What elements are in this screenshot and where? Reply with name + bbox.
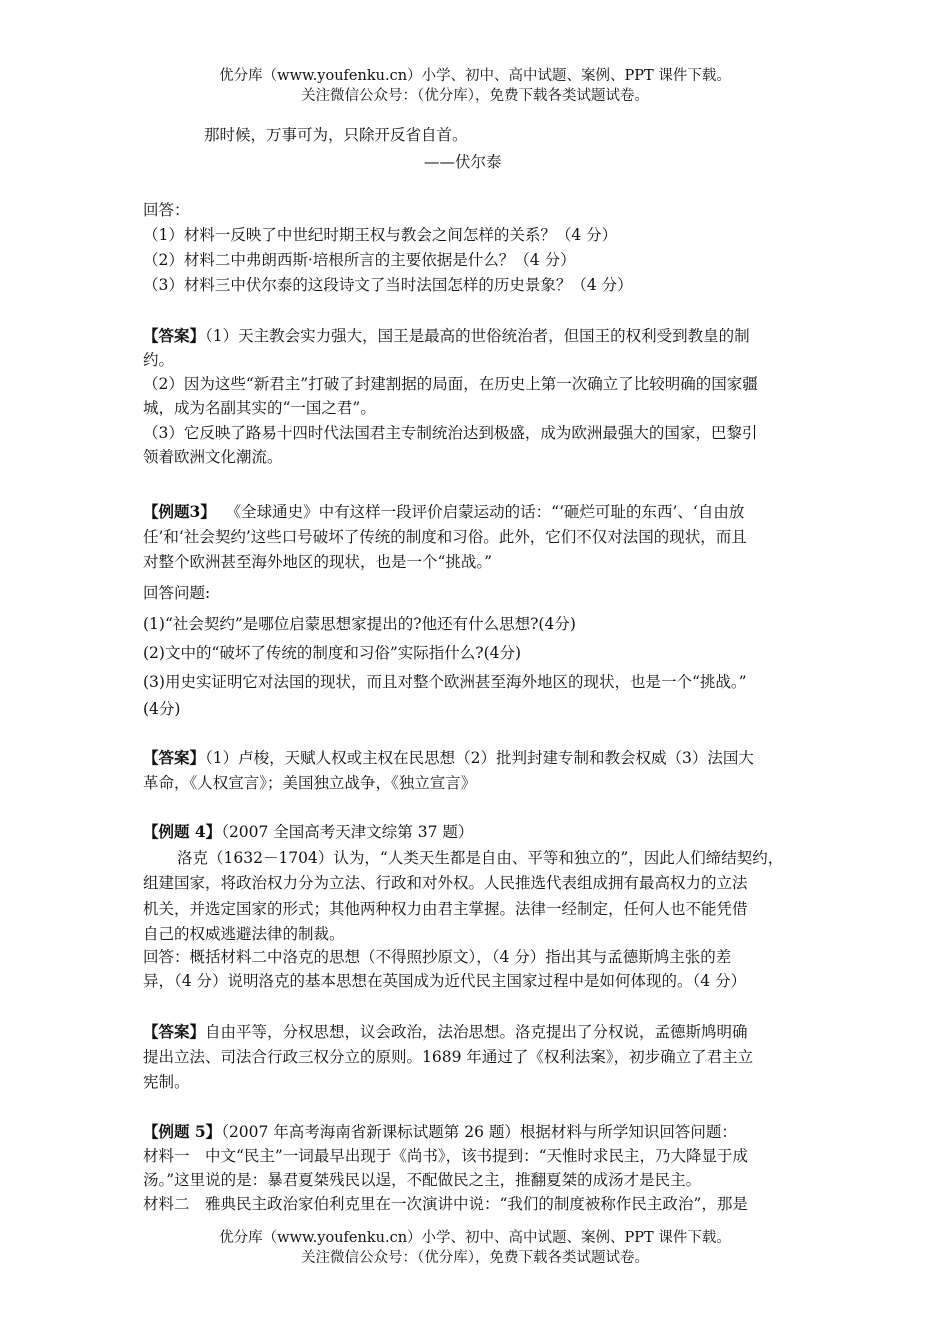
ex4-answer-line-1: 【答案】自由平等，分权思想，议会政治，法治思想。洛克提出了分权说，孟德斯鸠明确 bbox=[143, 1022, 748, 1041]
q2-answer-line-3: （2）因为这些“新君主”打破了封建割据的局面，在历史上第一次确立了比较明确的国家疆 bbox=[143, 375, 758, 393]
page-footer bbox=[0, 1228, 950, 1268]
q2-answer-line-4: 城，成为名副其实的“一国之君”。 bbox=[143, 399, 376, 417]
header-line-1: 优分库（www.youfenku.cn）小学、初中、高中试题、案例、PPT 课件下载。 bbox=[219, 68, 731, 84]
quote-text: 那时候，万事可为，只除开反省自首。 bbox=[204, 126, 468, 144]
footer-line-2: 关注微信公众号：（优分库），免费下载各类试题试卷。 bbox=[301, 1250, 649, 1266]
answer-label: 【答案】 bbox=[143, 748, 206, 767]
q2-question-2: （2）材料二中弗朗西斯·培根所言的主要依据是什么？（4 分） bbox=[143, 251, 576, 269]
example-label: 【例题 4】 bbox=[143, 822, 222, 841]
ex5-heading: 【例题 5】（2007 年高考海南省新课标试题第 26 题）根据材料与所学知识回答问题： bbox=[143, 1122, 737, 1141]
q2-answer-line-6: 领着欧洲文化潮流。 bbox=[143, 448, 283, 466]
ex4-answer-line-2: 提出立法、司法合行政三权分立的原则。1689 年通过了《权利法案》，初步确立了君主立 bbox=[143, 1048, 754, 1066]
ex3-question-1: (1)“社会契约”是哪位启蒙思想家提出的?他还有什么思想?(4分) bbox=[143, 615, 576, 633]
ex3-intro-line-3: 对整个欧洲甚至海外地区的现状，也是一个“挑战。” bbox=[143, 553, 493, 571]
header-line-2: 关注微信公众号：（优分库），免费下载各类试题试卷。 bbox=[301, 88, 649, 104]
ex3-question-2: (2)文中的“破坏了传统的制度和习俗”实际指什么?(4分) bbox=[143, 644, 522, 662]
answer-label: 【答案】 bbox=[143, 326, 206, 345]
q2-answer-line-2: 约。 bbox=[143, 351, 175, 369]
ex5-material-line-1: 材料一 中文“民主”一词最早出现于《尚书》，该书提到：“天惟时求民主，乃大降显于成 bbox=[143, 1147, 749, 1165]
ex3-question-3-cont: (4分) bbox=[143, 700, 181, 718]
ex3-answer-line-1: 【答案】（1）卢梭，天赋人权或主权在民思想（2）批判封建专制和教会权威（3）法国大 bbox=[143, 748, 754, 767]
answer-label: 【答案】 bbox=[143, 1022, 206, 1041]
ex4-material-line-4: 自己的权威逃避法律的制裁。 bbox=[143, 925, 345, 943]
ex3-question-3: (3)用史实证明它对法国的现状，而且对整个欧洲甚至海外地区的现状，也是一个“挑战。” bbox=[143, 673, 747, 691]
ex4-material-line-2: 组建国家，将政治权力分为立法、行政和对外权。人民推选代表组成拥有最高权力的立法 bbox=[143, 874, 748, 892]
ex4-question-line-1: 回答：概括材料二中洛克的思想（不得照抄原文），（4 分）指出其与孟德斯鸠主张的差 bbox=[143, 948, 732, 966]
example-label: 【例题 5】 bbox=[143, 1122, 222, 1141]
q2-prompt: 回答： bbox=[143, 201, 190, 219]
footer-line-1: 优分库（www.youfenku.cn）小学、初中、高中试题、案例、PPT 课件下载。 bbox=[219, 1230, 731, 1246]
ex4-question-line-2: 异，（4 分）说明洛克的基本思想在英国成为近代民主国家过程中是如何体现的。（4 分） bbox=[143, 972, 747, 990]
ex4-material-line-1: 洛克（1632－1704）认为，“人类天生都是自由、平等和独立的”，因此人们缔结契约， bbox=[177, 849, 784, 867]
page-header bbox=[0, 66, 950, 106]
q2-question-1: （1）材料一反映了中世纪时期王权与教会之间怎样的关系？（4 分） bbox=[143, 226, 618, 244]
q2-question-3: （3）材料三中伏尔泰的这段诗文了当时法国怎样的历史景象？（4 分） bbox=[143, 276, 633, 294]
quote-attribution: ——伏尔泰 bbox=[424, 153, 502, 171]
ex5-material-line-3: 材料二 雅典民主政治家伯利克里在一次演讲中说：“我们的制度被称作民主政治”，那是 bbox=[143, 1195, 748, 1213]
example-label: 【例题3】 bbox=[143, 502, 216, 521]
q2-answer-line-5: （3）它反映了路易十四时代法国君主专制统治达到极盛，成为欧洲最强大的国家，巴黎引 bbox=[143, 424, 758, 442]
ex4-material-line-3: 机关，并选定国家的形式；其他两种权力由君主掌握。法律一经制定，任何人也不能凭借 bbox=[143, 900, 748, 918]
ex3-prompt: 回答问题: bbox=[143, 584, 211, 602]
ex3-intro-line-1: 【例题3】 《全球通史》中有这样一段评价启蒙运动的话：“‘砸烂可耻的东西’、‘自由放 bbox=[143, 502, 745, 521]
ex3-answer-line-2: 革命，《人权宣言》；美国独立战争，《独立宣言》 bbox=[143, 774, 477, 792]
q2-answer-line-1: 【答案】（1）天主教会实力强大，国王是最高的世俗统治者，但国王的权利受到教皇的制 bbox=[143, 326, 750, 345]
ex3-intro-line-2: 任’和‘社会契约’这些口号破坏了传统的制度和习俗。此外，它们不仅对法国的现状，而且 bbox=[143, 528, 747, 546]
ex4-answer-line-3: 宪制。 bbox=[143, 1073, 190, 1091]
ex4-heading: 【例题 4】（2007 全国高考天津文综第 37 题） bbox=[143, 822, 474, 841]
ex5-material-line-2: 汤。”这里说的是：暴君夏桀残民以逞，不配做民之主，推翻夏桀的成汤才是民主。 bbox=[143, 1171, 702, 1189]
